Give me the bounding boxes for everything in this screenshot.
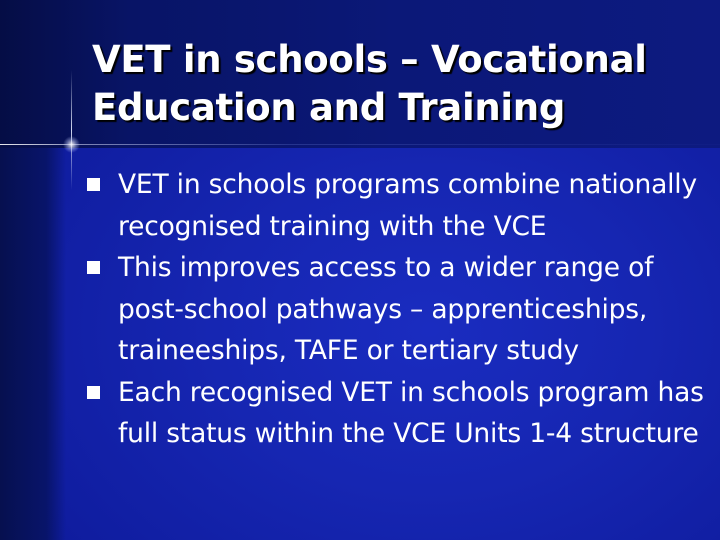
- crosshair-vertical-line: [71, 70, 72, 190]
- bullet-text: VET in schools programs combine nationally recognised training with the VCE: [118, 169, 697, 242]
- square-bullet-icon: [87, 178, 100, 191]
- bullet-item: [84, 247, 708, 372]
- square-bullet-icon: [87, 261, 100, 274]
- square-bullet-icon: [87, 386, 100, 399]
- crosshair-horizontal-line: [0, 144, 720, 145]
- bullet-item: [84, 372, 708, 455]
- crosshair-sparkle-icon: [63, 136, 80, 153]
- bullet-text: Each recognised VET in schools program has full status within the VCE Units 1-4 structure: [118, 376, 704, 449]
- slide-title: VET in schools – Vocational Education and Training: [92, 38, 647, 129]
- bullet-text: This improves access to a wider range of post-school pathways – apprenticeships, traineeships, TAFE or tertiary study: [118, 252, 654, 366]
- bullet-item: [84, 164, 708, 247]
- bullet-list: [84, 164, 708, 455]
